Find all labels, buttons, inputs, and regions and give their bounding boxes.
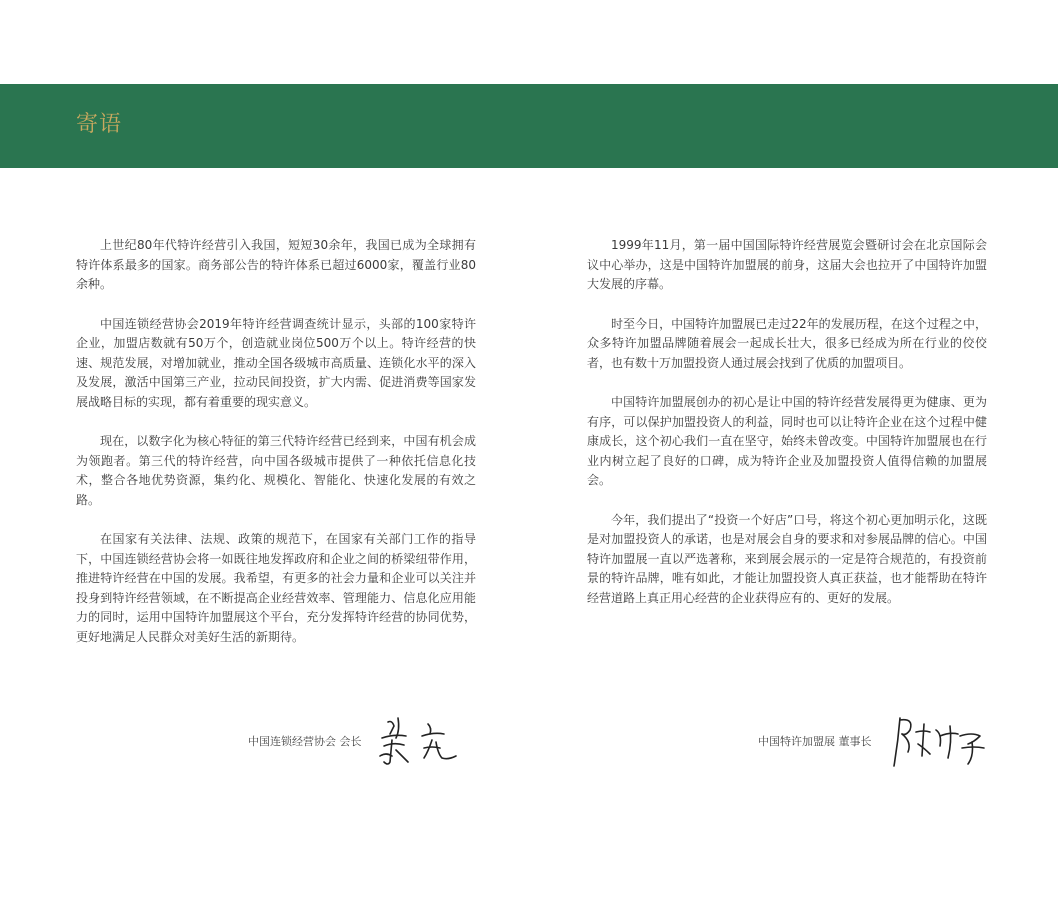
right-signature-title: 中国特许加盟展 董事长 [758,735,872,748]
page-title: 寄语 [76,112,123,137]
left-paragraph-2: 中国连锁经营协会2019年特许经营调查统计显示，头部的100家特许企业，加盟店数就有50万个，创造就业岗位500万个以上。特许经营的快速、规范发展，对增加就业，推动全国各级城市高质量、连锁化水平的深入及发展，激活中国第三产业，拉动民间投资，扩大内需、促进消费等国家发展战略目标的实现，都有着重要的现实意义。 [76,316,476,409]
header-banner [0,84,1058,168]
right-paragraph-2: 时至今日，中国特许加盟展已走过22年的发展历程，在这个过程之中，众多特许加盟品牌随着展会一起成长壮大，很多已经成为所在行业的佼佼者，也有数十万加盟投资人通过展会找到了优质的加盟项目。 [587,316,987,370]
right-paragraph-3: 中国特许加盟展创办的初心是让中国的特许经营发展得更为健康、更为有序，可以保护加盟投资人的利益，同时也可以让特许企业在这个过程中健康成长，这个初心我们一直在坚守，始终未曾改变。中国特许加盟展也在行业内树立起了良好的口碑，成为特许企业及加盟投资人值得信赖的加盟展会。 [587,395,987,487]
left-paragraph-1: 上世纪80年代特许经营引入我国，短短30余年，我国已成为全球拥有特许体系最多的国家。商务部公告的特许体系已超过6000家，覆盖行业80余种。 [76,238,476,291]
right-paragraph-4: 今年，我们提出了“投资一个好店”口号，将这个初心更加明示化，这既是对加盟投资人的承诺，也是对展会自身的要求和对参展品牌的信心。中国特许加盟展一直以严选著称，来到展会展示的一定是符合规范的，有投资前景的特许品牌，唯有如此，才能让加盟投资人真正获益，也才能帮助在特许经营道路上真正用心经营的企业获得应有的、更好的发展。 [587,512,987,605]
left-paragraph-3: 现在，以数字化为核心特征的第三代特许经营已经到来，中国有机会成为领跑者。第三代的特许经营，向中国各级城市提供了一种依托信息化技术，整合各地优势资源，集约化、规模化、智能化、快速化发展的有效之路。 [76,434,476,507]
left-paragraph-4: 在国家有关法律、法规、政策的规范下，在国家有关部门工作的指导下，中国连锁经营协会将一如既往地发挥政府和企业之间的桥梁纽带作用，推进特许经营在中国的发展。我希望，有更多的社会力量和企业可以关注并投身到特许经营领域，在不断提高企业经营效率、管理能力、信息化应用能力的同时，运用中国特许加盟展这个平台，充分发挥特许经营的协同优势，更好地满足人民群众对美好生活的新期待。 [76,532,476,644]
right-signature-block [758,712,1000,772]
handwritten-signature-right [880,712,1000,772]
handwritten-signature-left [370,712,470,772]
right-paragraph-1: 1999年11月，第一届中国国际特许经营展览会暨研讨会在北京国际会议中心举办，这是中国特许加盟展的前身，这届大会也拉开了中国特许加盟大发展的序幕。 [587,238,987,291]
left-signature-block [248,712,470,772]
left-signature-title: 中国连锁经营协会 会长 [248,735,362,748]
right-column [587,236,987,628]
left-column [76,236,476,667]
